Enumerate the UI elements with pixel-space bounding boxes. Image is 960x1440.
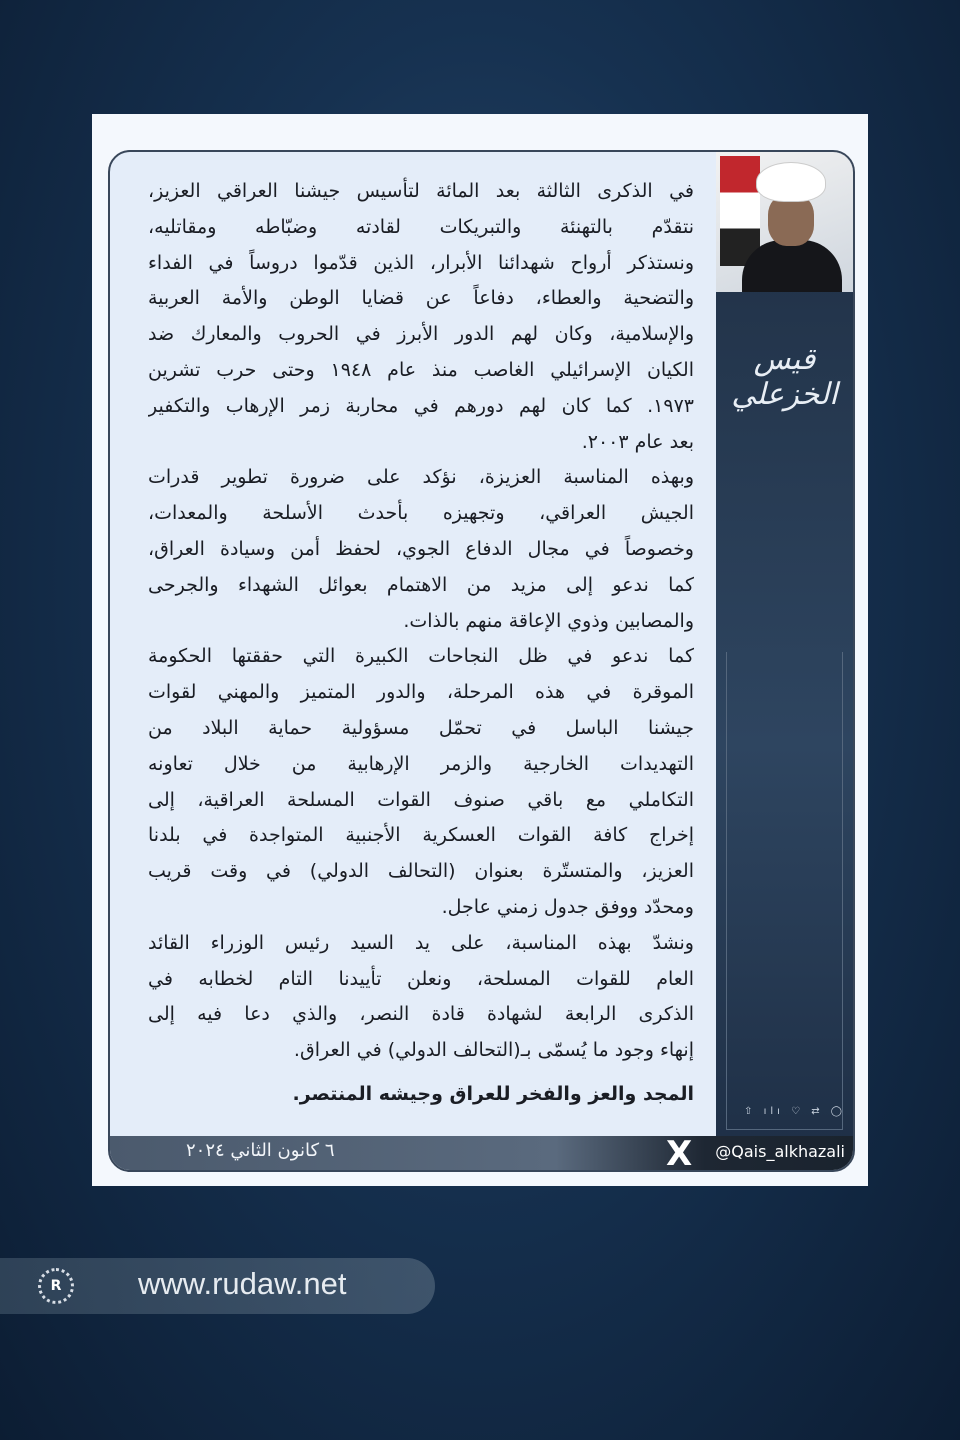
statement-line: والتضحية والعطاء، دفاعاً عن قضايا الوطن والأمة العربية	[148, 287, 694, 310]
statement-line: ومحدّد ووفق جدول زمني عاجل.	[441, 895, 694, 918]
statement-line: ١٩٧٣. كما كان لهم دورهم في محاربة زمر الإرهاب والتكفير	[148, 394, 694, 417]
date-label: ٦ كانون الثاني ٢٠٢٤	[186, 1140, 335, 1161]
closing-line: المجد والعز والفخر للعراق وجيشه المنتصر.	[292, 1082, 694, 1105]
statement-line: الذكرى الرابعة لشهادة قادة النصر، والذي دعا فيه إلى	[148, 1003, 694, 1026]
statement-line: كما ندعو إلى مزيد من الاهتمام بعوائل الشهداء والجرحى	[148, 573, 694, 596]
statement-line: جيشنا الباسل في تحمّل مسؤولية حماية البلاد من	[148, 716, 694, 739]
rudaw-logo-icon: R	[38, 1268, 74, 1304]
footer-bar	[110, 1136, 853, 1170]
portrait-photo	[716, 152, 853, 292]
statement-line: بعد عام ٢٠٠٣.	[581, 430, 694, 453]
statement-line: وخصوصاً في مجال الدفاع الجوي، لحفظ أمن وسيادة العراق،	[148, 537, 694, 560]
statement-card	[92, 114, 868, 1186]
statement-line: ونستذكر أرواح شهدائنا الأبرار، الذين قدّموا دروساً في الفداء	[148, 251, 694, 274]
watermark-url[interactable]: www.rudaw.net	[138, 1266, 347, 1301]
social-actions-icon: ⇧ ılı ♡ ⇄ ◯	[744, 1106, 846, 1117]
statement-text	[110, 152, 720, 1140]
x-logo-icon: X	[666, 1134, 693, 1172]
statement-line: الكيان الإسرائيلي الغاصب منذ عام ١٩٤٨ وحتى حرب تشرين	[148, 358, 694, 381]
watermark-bar	[0, 1258, 435, 1314]
statement-line: والمصابين وذوي الإعاقة منهم بالذات.	[403, 609, 694, 632]
statement-line: ونشدّ بهذه المناسبة، على يد السيد رئيس الوزراء القائد	[148, 931, 694, 954]
x-handle[interactable]: @Qais_alkhazali	[715, 1142, 845, 1161]
statement-line: الموقرة في هذه المرحلة، والدور المتميز والمهني لقوات	[148, 681, 694, 704]
statement-line: الجيش العراقي، وتجهيزه بأحدث الأسلحة والمعدات،	[148, 502, 694, 525]
sidebar	[716, 152, 853, 1140]
icon-box	[726, 652, 846, 1130]
statement-line: كما ندعو في ظل النجاحات الكبيرة التي حققتها الحكومة	[148, 645, 694, 668]
statement-line: نتقدّم بالتهنئة والتبريكات لقادته وضبّاطه ومقاتليه،	[148, 215, 694, 238]
statement-line: التهديدات الخارجية والزمر الإرهابية من خلال تعاونه	[148, 752, 694, 775]
statement-frame	[108, 150, 855, 1172]
signature-calligraphy: قيس الخزعلي	[731, 342, 838, 412]
statement-line: التكاملي مع باقي صنوف القوات المسلحة العراقية، إلى	[148, 788, 694, 811]
statement-line: إنهاء وجود ما يُسمّى بـ(التحالف الدولي) في العراق.	[293, 1039, 694, 1062]
statement-line: والإسلامية، وكان لهم الدور الأبرز في الحروب والمعارك ضد	[148, 323, 694, 346]
statement-line: في الذكرى الثالثة بعد المائة لتأسيس جيشنا العراقي العزيز،	[148, 180, 694, 202]
statement-line: العام للقوات المسلحة، ونعلن تأييدنا التام لخطابه في	[148, 967, 694, 990]
statement-line: العزيز، والمتستّرة بعنوان (التحالف الدولي) في وقت قريب	[148, 860, 694, 883]
statement-line: وبهذه المناسبة العزيزة، نؤكد على ضرورة تطوير قدرات	[148, 466, 694, 489]
statement-line: إخراج كافة القوات العسكرية الأجنبية المتواجدة في بلدنا	[148, 824, 694, 847]
